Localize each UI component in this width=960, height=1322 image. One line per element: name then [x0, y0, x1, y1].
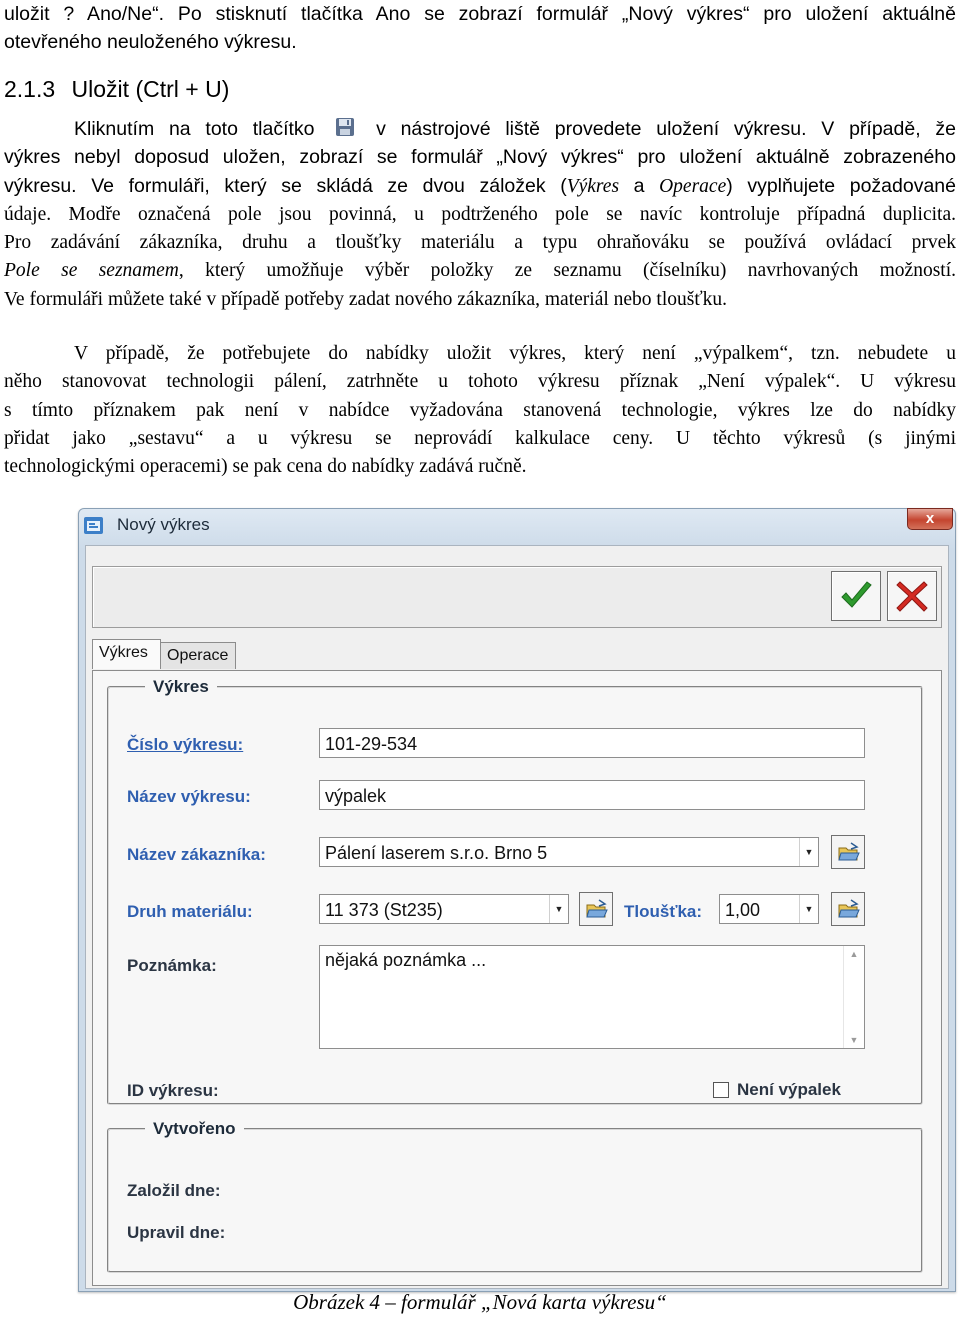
material-picker-button[interactable] [579, 892, 613, 926]
thickness-combo[interactable] [719, 894, 819, 924]
cancel-button[interactable] [887, 571, 937, 621]
tab-vykres[interactable]: Výkres [92, 639, 161, 669]
not-burnout-checkbox[interactable] [713, 1082, 729, 1098]
dialog-title: Nový výkres [117, 515, 210, 534]
intro-line-2: otevřeného neuloženého výkresu. [4, 31, 297, 54]
para1-line-4: údaje. Modře označená pole jsou povinná, u podtrženého pole se navíc kontroluje případná duplicita. [4, 203, 956, 225]
note-label: Poznámka: [127, 956, 217, 975]
intro-line-1: uložit ? Ano/Ne“. Po stisknutí tlačítka Ano se zobrazí formulář „Nový výkres“ pro uložení aktuálně [4, 3, 956, 25]
group-vykres-title: Výkres [153, 677, 209, 696]
section-number: 2.1.3 [4, 76, 56, 102]
para1-line-5: Pro zadávání zákazníka, druhu a tloušťky materiálu a typu ohraňováku se používá ovládací prvek [4, 232, 956, 254]
section-heading [4, 76, 229, 103]
save-icon [335, 117, 355, 137]
para1-line-1 [4, 115, 956, 143]
para1-line-7: Ve formuláři můžete také v případě potřeby zadat nového zákazníka, materiál nebo tloušťku. [4, 288, 728, 310]
modified-date-label: Upravil dne: [127, 1223, 226, 1242]
group-created-title: Vytvořeno [153, 1119, 236, 1138]
para1-l3-c: a [619, 174, 660, 197]
tab-operace[interactable]: Operace [160, 642, 236, 669]
figure-caption: Obrázek 4 – formulář „Nová karta výkresu“ [293, 1290, 667, 1314]
thickness-picker-button[interactable] [831, 892, 865, 926]
para1-line-3 [4, 172, 956, 201]
tab-name-vykres: Výkres [566, 175, 620, 197]
material-value: 11 373 (St235) [325, 900, 443, 920]
customer-combo[interactable] [319, 837, 819, 867]
control-name: Pole se seznamem [4, 260, 179, 282]
drawing-id-label: ID výkresu: [127, 1081, 219, 1100]
drawing-number-label: Číslo výkresu: [127, 735, 244, 754]
para1-text-b: v nástrojové liště provedete uložení výkresu. V případě, že [376, 118, 957, 140]
para1-line-2: výkres nebyl doposud uložen, zobrazí se formulář „Nový výkres“ pro uložení aktuálně zobrazeného [4, 146, 956, 169]
not-burnout-label: Není výpalek [737, 1080, 841, 1099]
checkmark-icon [838, 578, 874, 614]
close-button[interactable]: x [907, 508, 953, 530]
new-drawing-dialog [78, 508, 956, 1292]
paragraph-2 [4, 340, 956, 481]
para1-l6-b: , který umožňuje výběr položky ze seznamu (číselníku) navrhovaných možností. [178, 260, 956, 282]
customer-picker-button[interactable] [831, 835, 865, 869]
chevron-down-icon[interactable]: ▼ [799, 838, 818, 866]
customer-label: Název zákazníka: [127, 845, 266, 864]
customer-value: Pálení laserem s.r.o. Brno 5 [325, 843, 548, 863]
para2-line-2: něho stanovovat technologii pálení, zatrhněte u tohoto výkresu příznak „Není výpalek“. U výkresu [4, 371, 956, 393]
note-value: nějaká poznámka ... [325, 950, 487, 970]
drawing-name-label: Název výkresu: [127, 787, 251, 806]
para2-line-3: s tímto příznakem pak není v nabídce vyžadována stanovená technologie, výkres lze do nabídky [4, 399, 956, 421]
chevron-down-icon[interactable]: ▼ [549, 895, 568, 923]
dialog-client [85, 545, 949, 1289]
dialog-titlebar [79, 509, 955, 541]
open-folder-icon [585, 898, 609, 922]
note-scrollbar[interactable] [843, 946, 864, 1048]
group-created [107, 1119, 923, 1273]
scroll-down-icon[interactable]: ▼ [849, 1035, 859, 1045]
thickness-label: Tloušťka: [624, 902, 703, 921]
scroll-up-icon[interactable]: ▲ [849, 949, 859, 959]
para1-l3-a: výkresu. Ve formuláři, který se skládá ze dvou záložek ( [4, 174, 567, 197]
para2-line-4: přidat jako „sestavu“ a u výkresu se neprovádí kalkulace ceny. U těchto výkresů (s jinými [4, 427, 956, 449]
cross-icon [894, 578, 930, 614]
intro-paragraph [4, 0, 956, 57]
para1-text-a: Kliknutím na toto tlačítko [74, 118, 315, 140]
thickness-value: 1,00 [725, 900, 761, 920]
paragraph-1 [4, 115, 956, 314]
material-label: Druh materiálu: [127, 902, 253, 921]
open-folder-icon [837, 898, 861, 922]
app-icon [83, 514, 105, 536]
section-title: Uložit (Ctrl + U) [71, 76, 230, 102]
drawing-name-field[interactable]: výpalek [319, 780, 865, 810]
note-field[interactable] [319, 945, 865, 1049]
created-date-label: Založil dne: [127, 1181, 221, 1200]
para1-l3-e: ) vyplňujete požadované [726, 174, 956, 197]
chevron-down-icon[interactable]: ▼ [799, 895, 818, 923]
para2-line-1: V případě, že potřebujete do nabídky uložit výkres, který není „výpalkem“, tzn. nebudete u [74, 343, 956, 364]
para2-line-5: technologickými operacemi) se pak cena do nabídky zadává ručně. [4, 456, 527, 478]
drawing-number-field[interactable]: 101-29-534 [319, 728, 865, 758]
tab-name-operace: Operace [659, 175, 727, 197]
material-combo[interactable] [319, 894, 569, 924]
confirm-button[interactable] [831, 571, 881, 621]
open-folder-icon [837, 841, 861, 865]
para1-line-6 [4, 257, 956, 285]
tab-page-vykres [92, 670, 942, 1286]
dialog-toolbar [92, 566, 942, 628]
